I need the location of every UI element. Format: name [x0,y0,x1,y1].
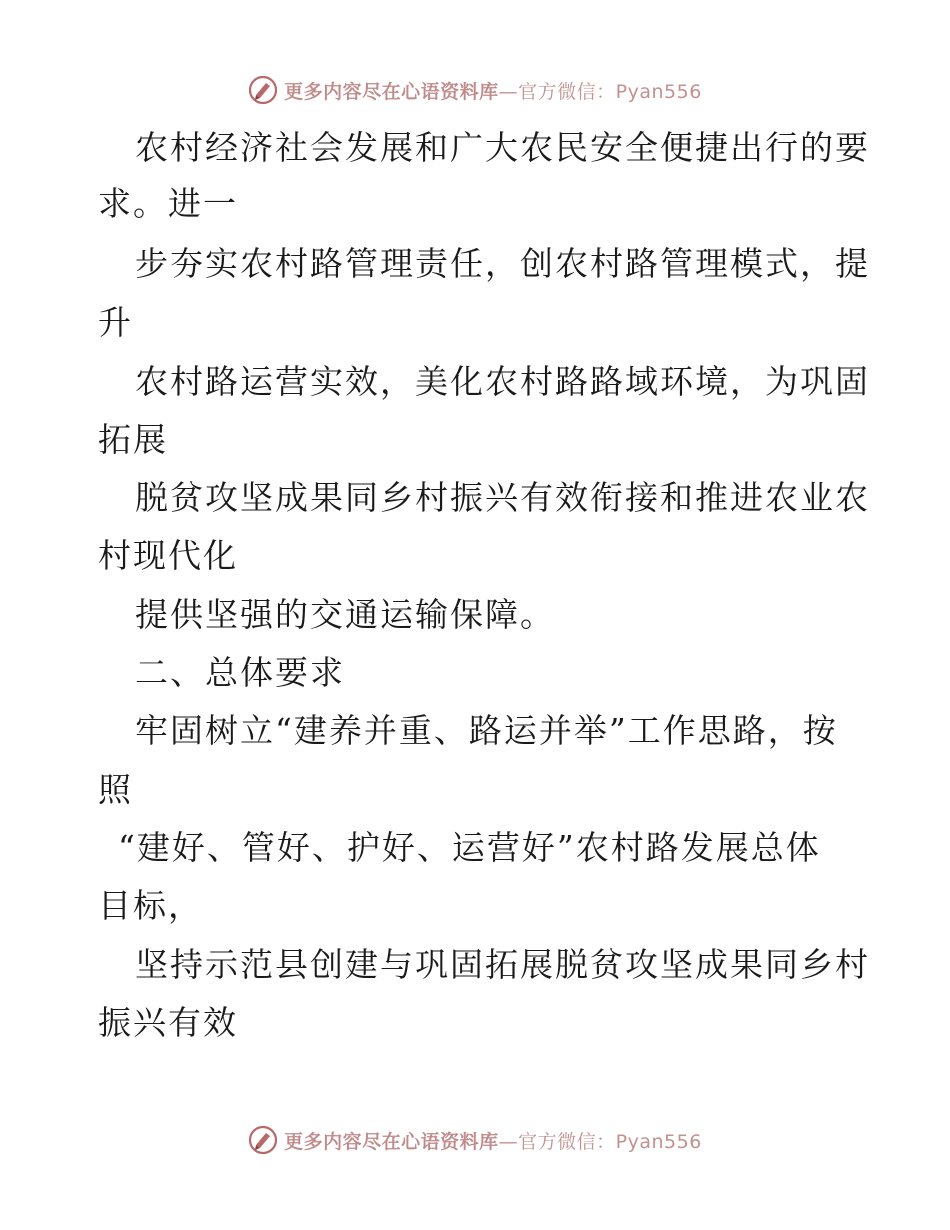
watermark-contact: 官方微信：Pyan556 [518,80,702,103]
watermark-brand: 更多内容尽在心语资料库 [284,1130,499,1153]
body-line: 拓展 [98,420,168,459]
body-line: 步夯实农村路管理责任，创农村路管理模式，提 [135,244,870,283]
pen-logo-icon [248,1125,278,1155]
section-heading: 二、总体要求 [135,653,345,692]
footer-watermark [0,1120,950,1160]
body-line: 求。进一 [98,184,238,223]
body-line: 振兴有效 [98,1003,238,1042]
body-line: 农村路运营实效，美化农村路路域环境，为巩固 [135,362,870,401]
body-line: 照 [98,770,133,809]
body-line: “建好、管好、护好、运营好”农村路发展总体 [118,828,821,867]
watermark-dash: — [498,1130,519,1153]
pen-logo-icon [248,75,278,105]
body-line: 坚持示范县创建与巩固拓展脱贫攻坚成果同乡村 [135,945,870,984]
watermark-contact: 官方微信：Pyan556 [518,1130,702,1153]
body-line: 升 [98,303,133,342]
body-line: 农村经济社会发展和广大农民安全便捷出行的要 [135,128,870,167]
watermark-brand: 更多内容尽在心语资料库 [284,80,499,103]
header-watermark [0,70,950,110]
body-line: 脱贫攻坚成果同乡村振兴有效衔接和推进农业农 [135,478,870,517]
body-line: 目标， [98,886,203,925]
body-line: 提供坚强的交通运输保障。 [135,595,555,634]
body-line: 牢固树立“建养并重、路运并举”工作思路，按 [135,711,838,750]
body-line: 村现代化 [98,536,238,575]
watermark-dash: — [498,80,519,103]
